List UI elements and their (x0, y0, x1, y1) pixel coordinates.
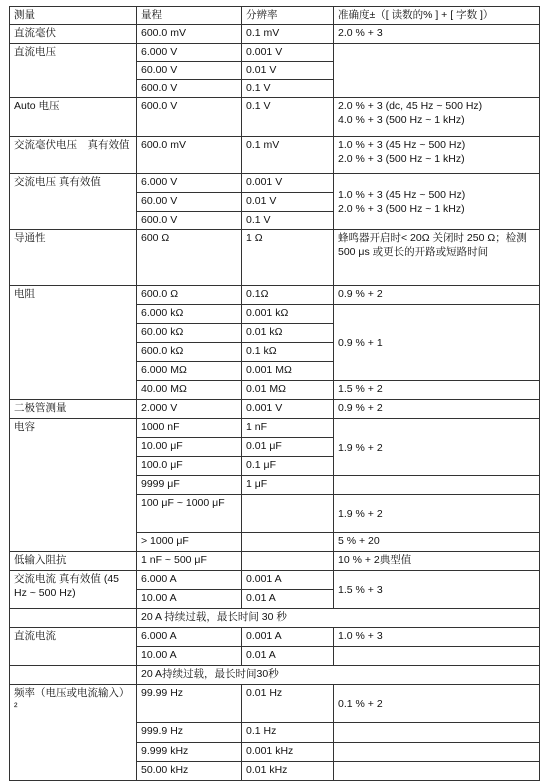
range-cell: 6.000 V (137, 174, 242, 193)
accuracy-cell: 0.9 % + 1 (334, 305, 540, 381)
resolution-cell: 1 Ω (242, 230, 334, 286)
accuracy-cell: 10 % + 2典型值 (334, 552, 540, 571)
range-cell: 6.000 A (137, 628, 242, 647)
accuracy-cell: 1.5 % + 3 (334, 571, 540, 609)
resolution-cell: 0.1 μF (242, 457, 334, 476)
range-cell: 6.000 MΩ (137, 362, 242, 381)
range-cell: 9999 μF (137, 476, 242, 495)
accuracy-line: 2.0 % + 3 (500 Hz ~ 1 kHz) (338, 153, 465, 165)
accuracy-cell (334, 723, 540, 743)
resolution-cell: 0.1Ω (242, 286, 334, 305)
accuracy-line: 4.0 % + 3 (500 Hz ~ 1 kHz) (338, 114, 465, 126)
range-cell: 9.999 kHz (137, 743, 242, 762)
range-cell: 600.0 kΩ (137, 343, 242, 362)
resolution-cell: 0.01 A (242, 647, 334, 666)
range-cell: 10.00 A (137, 590, 242, 609)
resolution-cell: 0.001 A (242, 628, 334, 647)
measure-cell: 交流毫伏电压 真有效值 (10, 137, 137, 174)
range-cell: 6.000 A (137, 571, 242, 590)
measure-cell: Auto 电压 (10, 98, 137, 137)
table-row (10, 419, 540, 438)
resolution-cell: 0.01 Hz (242, 685, 334, 723)
measure-cell: 交流电流 真有效值 (45 Hz ~ 500 Hz) (10, 571, 137, 609)
range-cell: 1 nF ~ 500 μF (137, 552, 242, 571)
resolution-cell: 0.001 kΩ (242, 305, 334, 324)
resolution-cell: 0.01 A (242, 590, 334, 609)
resolution-cell: 1 nF (242, 419, 334, 438)
range-cell: 99.99 Hz (137, 685, 242, 723)
resolution-cell: 0.1 V (242, 98, 334, 137)
range-cell: 600.0 mV (137, 137, 242, 174)
measure-cell: 交流电压 真有效值 (10, 174, 137, 230)
table-row (10, 400, 540, 419)
resolution-cell: 0.1 kΩ (242, 343, 334, 362)
header-measure: 测量 (10, 7, 137, 25)
accuracy-cell: 1.0 % + 3 (334, 628, 540, 647)
accuracy-cell: 0.9 % + 2 (334, 286, 540, 305)
resolution-cell: 1 μF (242, 476, 334, 495)
range-cell: 40.00 MΩ (137, 381, 242, 400)
range-cell: 1000 nF (137, 419, 242, 438)
accuracy-cell: 1.9 % + 2 (334, 495, 540, 533)
measure-cell: 低输入阻抗 (10, 552, 137, 571)
table-header-row (10, 7, 540, 25)
header-resolution: 分辨率 (242, 7, 334, 25)
measure-cell: 直流毫伏 (10, 25, 137, 44)
resolution-cell: 0.01 V (242, 193, 334, 212)
resolution-cell: 0.001 MΩ (242, 362, 334, 381)
resolution-cell: 0.1 V (242, 80, 334, 98)
resolution-cell: 0.01 kΩ (242, 324, 334, 343)
range-cell: > 1000 μF (137, 533, 242, 552)
resolution-cell: 0.001 kHz (242, 743, 334, 762)
resolution-cell: 0.1 V (242, 212, 334, 230)
table-row (10, 628, 540, 647)
measure-cell: 直流电流 (10, 628, 137, 666)
accuracy-line: 2.0 % + 3 (dc, 45 Hz ~ 500 Hz) (338, 100, 483, 112)
range-cell: 100 μF ~ 1000 μF (137, 495, 242, 533)
resolution-cell: 0.001 V (242, 174, 334, 193)
accuracy-cell (334, 44, 540, 98)
table-row (10, 230, 540, 286)
accuracy-cell (334, 647, 540, 666)
range-cell: 999.9 Hz (137, 723, 242, 743)
resolution-cell: 0.01 V (242, 62, 334, 80)
range-cell: 600.0 V (137, 80, 242, 98)
table-row (10, 25, 540, 44)
resolution-cell (242, 495, 334, 533)
table-row (10, 609, 540, 628)
measure-cell: 电阻 (10, 286, 137, 400)
measure-cell: 导通性 (10, 230, 137, 286)
measure-cell: 二极管测量 (10, 400, 137, 419)
accuracy-cell (334, 174, 540, 230)
measure-cell (10, 666, 137, 685)
table-row (10, 137, 540, 174)
overload-note: 20 A 持续过载，最长时间 30 秒 (137, 609, 540, 628)
accuracy-cell: 1.5 % + 2 (334, 381, 540, 400)
accuracy-cell (334, 98, 540, 137)
resolution-cell: 0.001 V (242, 44, 334, 62)
accuracy-cell (334, 743, 540, 762)
resolution-cell: 0.001 A (242, 571, 334, 590)
resolution-cell: 0.1 mV (242, 137, 334, 174)
table-row (10, 286, 540, 305)
overload-note: 20 A持续过载，最长时间30秒 (137, 666, 540, 685)
table-row (10, 44, 540, 62)
range-cell: 10.00 μF (137, 438, 242, 457)
range-cell: 600.0 mV (137, 25, 242, 44)
measure-cell (10, 609, 137, 628)
range-cell: 50.00 kHz (137, 762, 242, 781)
accuracy-line: 1.0 % + 3 (45 Hz ~ 500 Hz) (338, 189, 466, 201)
resolution-cell: 0.001 V (242, 400, 334, 419)
accuracy-cell: 5 % + 20 (334, 533, 540, 552)
range-cell: 6.000 kΩ (137, 305, 242, 324)
accuracy-line: 2.0 % + 3 (500 Hz ~ 1 kHz) (338, 203, 465, 215)
resolution-cell (242, 533, 334, 552)
measure-cell: 频率（电压或电流输入）² (10, 685, 137, 781)
range-cell: 60.00 V (137, 62, 242, 80)
range-cell: 600.0 V (137, 212, 242, 230)
range-cell: 60.00 kΩ (137, 324, 242, 343)
range-cell: 600.0 V (137, 98, 242, 137)
accuracy-cell: 蜂鸣器开启时< 20Ω 关闭时 250 Ω；检测 500 μs 或更长的开路或短路时间 (334, 230, 540, 286)
accuracy-cell: 1.9 % + 2 (334, 419, 540, 476)
accuracy-cell: 2.0 % + 3 (334, 25, 540, 44)
table-row (10, 552, 540, 571)
range-cell: 6.000 V (137, 44, 242, 62)
range-cell: 600.0 Ω (137, 286, 242, 305)
table-row (10, 174, 540, 193)
range-cell: 2.000 V (137, 400, 242, 419)
accuracy-cell (334, 476, 540, 495)
table-row (10, 98, 540, 137)
header-range: 量程 (137, 7, 242, 25)
range-cell: 10.00 A (137, 647, 242, 666)
resolution-cell: 0.01 μF (242, 438, 334, 457)
header-accuracy: 准确度±（[ 读数的% ] + [ 字数 ]） (334, 7, 540, 25)
accuracy-cell (334, 762, 540, 781)
table-row (10, 571, 540, 590)
range-cell: 60.00 V (137, 193, 242, 212)
spec-table (9, 6, 540, 781)
accuracy-cell (334, 137, 540, 174)
resolution-cell: 0.1 Hz (242, 723, 334, 743)
measure-cell: 直流电压 (10, 44, 137, 98)
range-cell: 100.0 μF (137, 457, 242, 476)
measure-cell: 电容 (10, 419, 137, 552)
resolution-cell (242, 552, 334, 571)
resolution-cell: 0.01 MΩ (242, 381, 334, 400)
resolution-cell: 0.01 kHz (242, 762, 334, 781)
resolution-cell: 0.1 mV (242, 25, 334, 44)
accuracy-cell: 0.9 % + 2 (334, 400, 540, 419)
table-row (10, 685, 540, 723)
table-row (10, 666, 540, 685)
accuracy-line: 1.0 % + 3 (45 Hz ~ 500 Hz) (338, 139, 466, 151)
range-cell: 600 Ω (137, 230, 242, 286)
accuracy-cell: 0.1 % + 2 (334, 685, 540, 723)
